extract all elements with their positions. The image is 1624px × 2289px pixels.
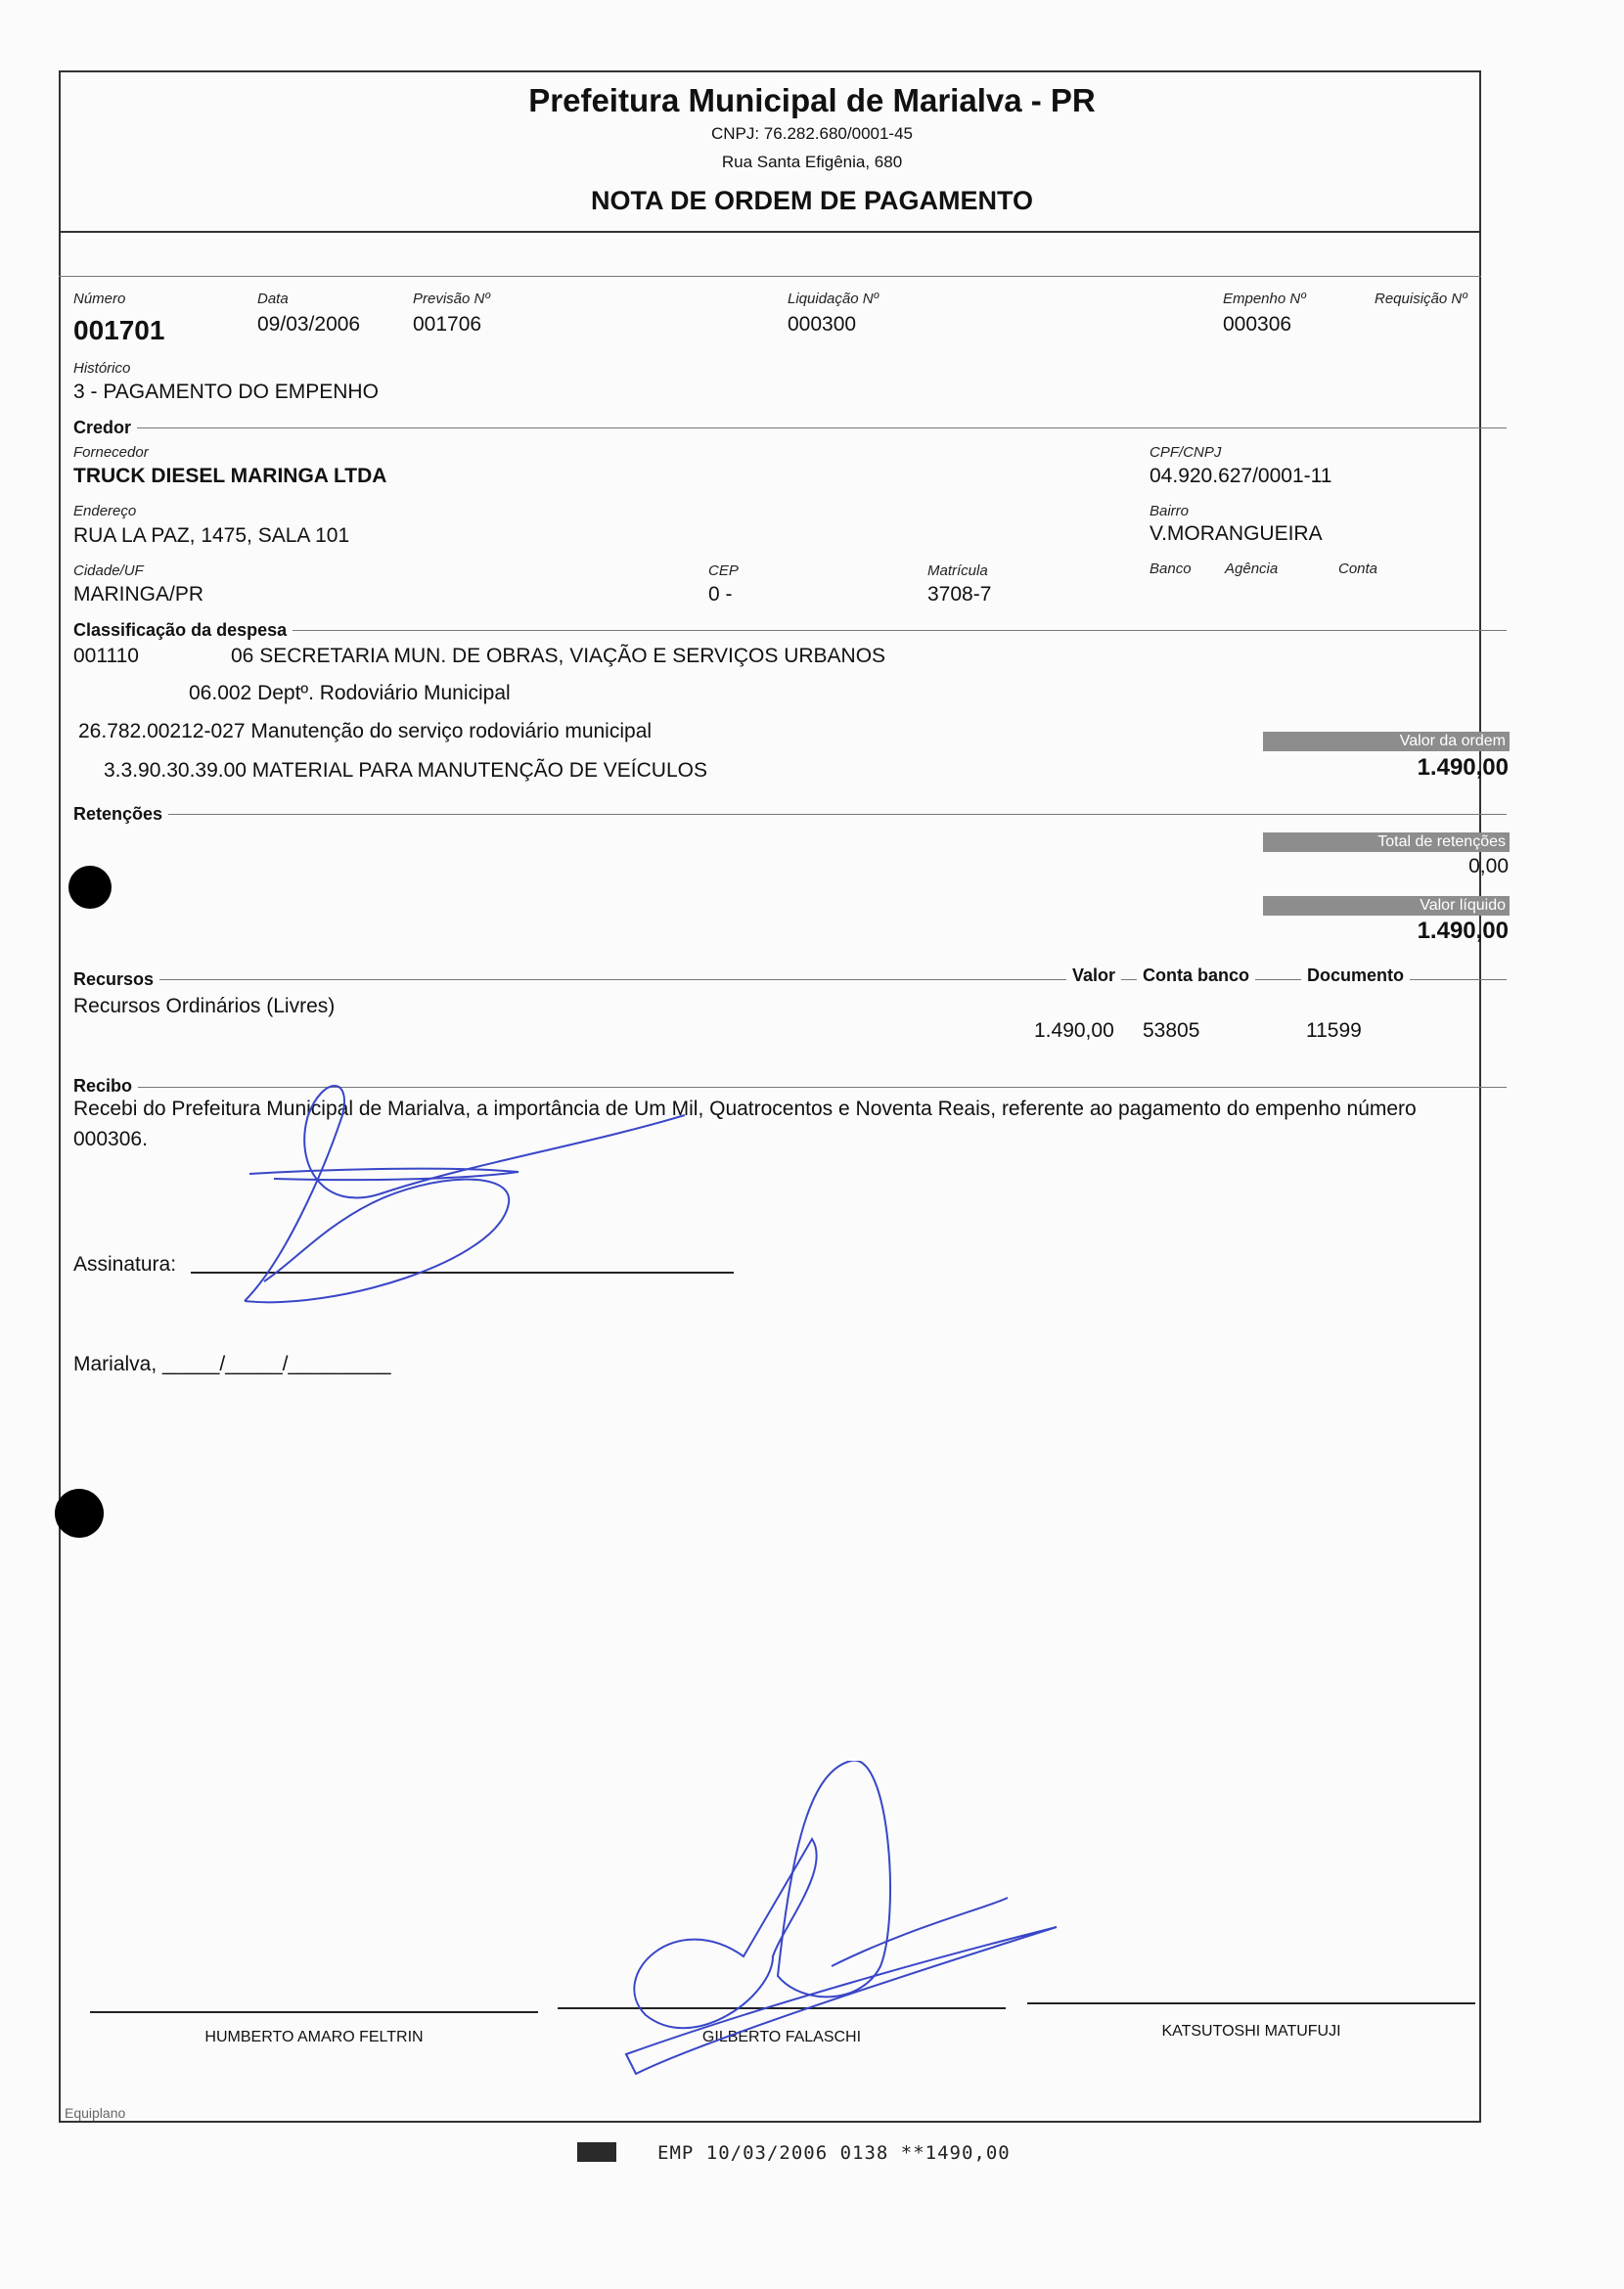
- recursos-documento: 11599: [1306, 1019, 1362, 1042]
- numero-value: 001701: [73, 315, 165, 345]
- previsao-value: 001706: [413, 313, 482, 336]
- data-label: Data: [257, 291, 289, 307]
- address-line: Rua Santa Efigênia, 680: [721, 153, 903, 171]
- municipality-title: Prefeitura Municipal de Marialva - PR: [528, 82, 1096, 118]
- recursos-rule: [73, 979, 1507, 980]
- bairro-value: V.MORANGUEIRA: [1150, 522, 1323, 545]
- bairro-label: Bairro: [1150, 503, 1190, 519]
- agencia-label: Agência: [1225, 561, 1279, 577]
- empenho-label: Empenho Nº: [1223, 291, 1306, 307]
- conta-label: Conta: [1338, 561, 1378, 577]
- banco-label: Banco: [1150, 561, 1192, 577]
- fornecedor-value: TRUCK DIESEL MARINGA LTDA: [73, 465, 387, 487]
- recibo-section: Recibo: [73, 1076, 138, 1097]
- recursos-conta-header: Conta banco: [1137, 965, 1255, 986]
- cidade-value: MARINGA/PR: [73, 583, 204, 606]
- cep-label: CEP: [708, 562, 739, 579]
- valor-ordem-value: 1.490,00: [1417, 754, 1509, 781]
- document-title: NOTA DE ORDEM DE PAGAMENTO: [590, 186, 1033, 215]
- top-rule: [59, 276, 1481, 277]
- classificacao-projeto: 26.782.00212-027 Manutenção do serviço rodoviário municipal: [78, 720, 653, 742]
- recursos-documento-header: Documento: [1301, 965, 1410, 986]
- retencoes-section: Retenções: [73, 804, 168, 825]
- recursos-valor-header: Valor: [1066, 965, 1121, 986]
- recursos-section: Recursos: [73, 969, 159, 990]
- total-retencoes-value: 0,00: [1468, 855, 1509, 877]
- valor-liquido-label: Valor líquido: [1263, 896, 1510, 916]
- cnpj-line: CNPJ: 76.282.680/0001-45: [710, 124, 914, 143]
- assinatura-label: Assinatura:: [73, 1253, 177, 1276]
- valor-liquido-value: 1.490,00: [1417, 918, 1509, 944]
- signatory-2: GILBERTO FALASCHI: [701, 2029, 862, 2045]
- fornecedor-label: Fornecedor: [73, 444, 149, 461]
- historico-value: 3 - PAGAMENTO DO EMPENHO: [73, 381, 379, 403]
- liquidacao-label: Liquidação Nº: [788, 291, 880, 307]
- recibo-text-line1: Recebi do Prefeitura Municipal de Marialva, a importância de Um Mil, Quatrocentos e Noventa Reais, referente ao pagamento do empenho número: [73, 1098, 1417, 1120]
- header-divider: [59, 231, 1481, 233]
- endereco-value: RUA LA PAZ, 1475, SALA 101: [73, 524, 350, 547]
- classificacao-orgao: 06 SECRETARIA MUN. DE OBRAS, VIAÇÃO E SERVIÇOS URBANOS: [231, 645, 886, 667]
- recursos-conta: 53805: [1143, 1019, 1200, 1042]
- recibo-text-line2: 000306.: [73, 1128, 148, 1150]
- credor-rule: [73, 427, 1507, 428]
- stamp-barcode-block: [577, 2142, 616, 2162]
- software-mark: Equiplano: [65, 2105, 126, 2121]
- credor-section: Credor: [73, 418, 137, 438]
- cidade-label: Cidade/UF: [73, 562, 144, 579]
- signature-line-3: [1027, 2002, 1475, 2004]
- classificacao-code: 001110: [73, 645, 139, 667]
- recibo-signature-scribble: [176, 1056, 763, 1311]
- signatory-3: KATSUTOSHI MATUFUJI: [1161, 2023, 1341, 2040]
- data-value: 09/03/2006: [257, 313, 361, 336]
- classificacao-unidade: 06.002 Deptº. Rodoviário Municipal: [189, 682, 511, 704]
- previsao-label: Previsão Nº: [413, 291, 490, 307]
- punch-hole-blot-bottom: [55, 1489, 104, 1538]
- total-retencoes-label: Total de retenções: [1263, 832, 1510, 852]
- empenho-value: 000306: [1223, 313, 1292, 336]
- footer-stamp: EMP 10/03/2006 0138 **1490,00: [657, 2142, 1011, 2164]
- retencoes-rule: [73, 814, 1507, 815]
- recursos-fonte: Recursos Ordinários (Livres): [73, 995, 336, 1017]
- requisicao-label: Requisição Nº: [1375, 291, 1467, 307]
- cpf-label: CPF/CNPJ: [1150, 444, 1222, 461]
- signatory-1: HUMBERTO AMARO FELTRIN: [204, 2029, 424, 2045]
- classificacao-elemento: 3.3.90.30.39.00 MATERIAL PARA MANUTENÇÃO DE VEÍCULOS: [104, 759, 707, 782]
- liquidacao-value: 000300: [788, 313, 857, 336]
- historico-label: Histórico: [73, 360, 131, 377]
- valor-ordem-label: Valor da ordem: [1263, 732, 1510, 751]
- endereco-label: Endereço: [73, 503, 137, 519]
- matricula-label: Matrícula: [927, 562, 988, 579]
- classificacao-section: Classificação da despesa: [73, 620, 293, 641]
- matricula-value: 3708-7: [927, 583, 992, 606]
- recursos-valor: 1.490,00: [1034, 1019, 1114, 1042]
- numero-label: Número: [73, 291, 126, 307]
- cpf-value: 04.920.627/0001-11: [1150, 465, 1332, 487]
- signatory-2-signature-scribble: [616, 1761, 1086, 2084]
- punch-hole-blot-top: [68, 866, 112, 909]
- signature-line-1: [90, 2011, 538, 2013]
- cep-value: 0 -: [708, 583, 733, 606]
- marialva-date-line: Marialva, _____/_____/_________: [73, 1353, 391, 1375]
